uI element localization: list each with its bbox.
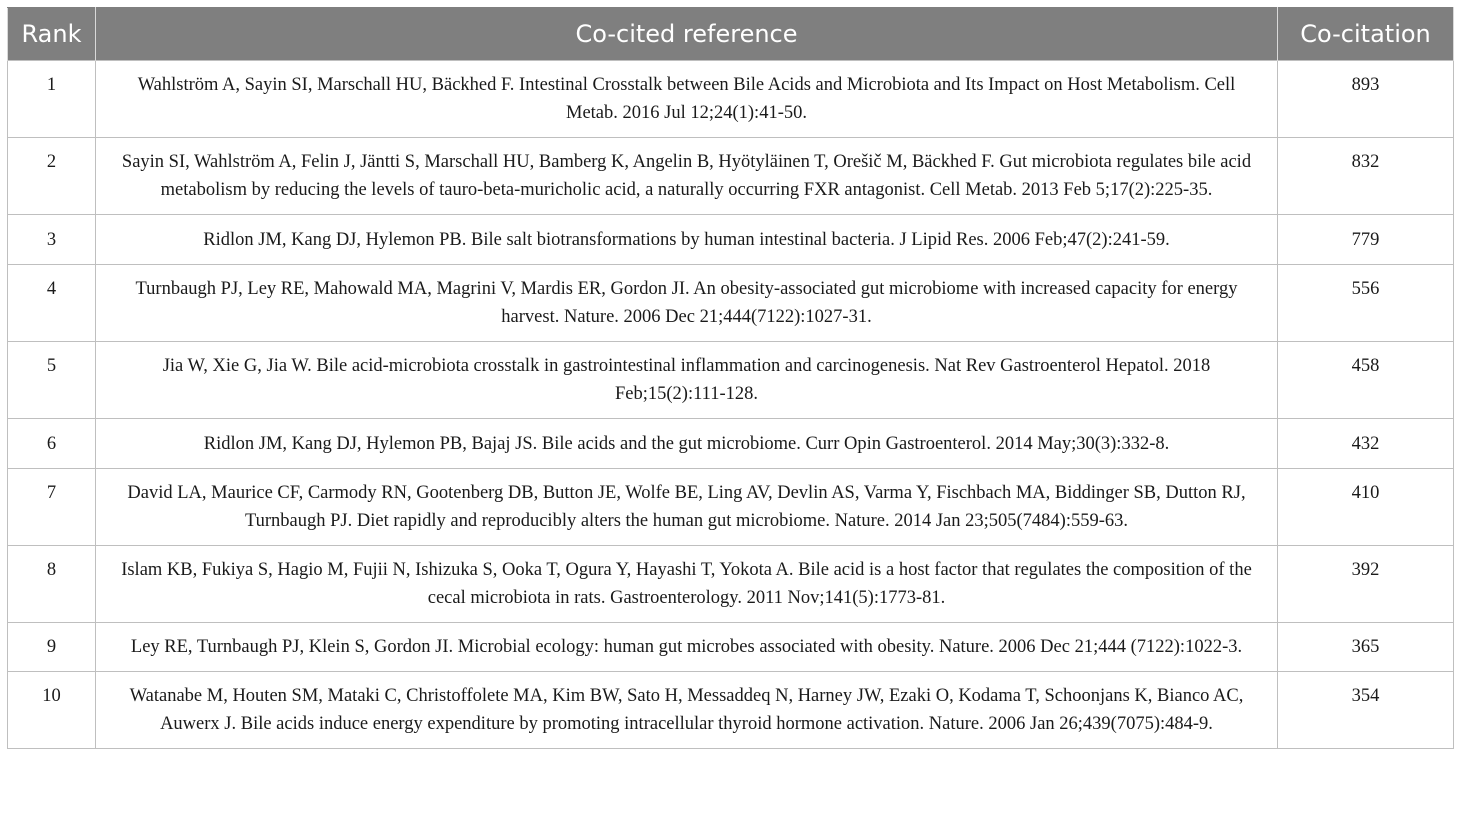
cell-reference: Watanabe M, Houten SM, Mataki C, Christoffolete MA, Kim BW, Sato H, Messaddeq N, Harney JW, Ezaki O, Kodama T, Schoonjans K, Bianco AC, Auwerx J. Bile acids induce energy expenditure by promoting intracellular thyroid hormone activation. Nature. 2006 Jan 26;439(7075):484-9. bbox=[96, 672, 1278, 749]
header-cocitation: Co-citation bbox=[1278, 8, 1454, 61]
cell-reference: Jia W, Xie G, Jia W. Bile acid-microbiota crosstalk in gastrointestinal inflammation and carcinogenesis. Nat Rev Gastroenterol Hepatol. 2018 Feb;15(2):111-128. bbox=[96, 342, 1278, 419]
cell-reference: Wahlström A, Sayin SI, Marschall HU, Bäckhed F. Intestinal Crosstalk between Bile Acids and Microbiota and Its Impact on Host Metabolism. Cell Metab. 2016 Jul 12;24(1):41-50. bbox=[96, 61, 1278, 138]
cell-cocitation: 410 bbox=[1278, 469, 1454, 546]
cell-cocitation: 556 bbox=[1278, 265, 1454, 342]
cell-cocitation: 893 bbox=[1278, 61, 1454, 138]
cell-rank: 3 bbox=[8, 215, 96, 265]
cell-rank: 5 bbox=[8, 342, 96, 419]
cell-rank: 4 bbox=[8, 265, 96, 342]
cell-rank: 8 bbox=[8, 546, 96, 623]
cell-reference: Ridlon JM, Kang DJ, Hylemon PB, Bajaj JS. Bile acids and the gut microbiome. Curr Opin Gastroenterol. 2014 May;30(3):332-8. bbox=[96, 419, 1278, 469]
cell-rank: 6 bbox=[8, 419, 96, 469]
table-row bbox=[8, 265, 1454, 342]
header-row bbox=[8, 8, 1454, 61]
cell-reference: Islam KB, Fukiya S, Hagio M, Fujii N, Ishizuka S, Ooka T, Ogura Y, Hayashi T, Yokota A. Bile acid is a host factor that regulates the composition of the cecal microbiota in rats. Gastroenterology. 2011 Nov;141(5):1773-81. bbox=[96, 546, 1278, 623]
cell-rank: 10 bbox=[8, 672, 96, 749]
cell-cocitation: 779 bbox=[1278, 215, 1454, 265]
cell-reference: Ridlon JM, Kang DJ, Hylemon PB. Bile salt biotransformations by human intestinal bacteria. J Lipid Res. 2006 Feb;47(2):241-59. bbox=[96, 215, 1278, 265]
table-row bbox=[8, 469, 1454, 546]
table-row bbox=[8, 61, 1454, 138]
table-row bbox=[8, 623, 1454, 672]
cell-reference: Turnbaugh PJ, Ley RE, Mahowald MA, Magrini V, Mardis ER, Gordon JI. An obesity-associated gut microbiome with increased capacity for energy harvest. Nature. 2006 Dec 21;444(7122):1027-31. bbox=[96, 265, 1278, 342]
header-reference: Co-cited reference bbox=[96, 8, 1278, 61]
header-rank: Rank bbox=[8, 8, 96, 61]
cell-cocitation: 392 bbox=[1278, 546, 1454, 623]
table-row bbox=[8, 342, 1454, 419]
cell-reference: David LA, Maurice CF, Carmody RN, Gootenberg DB, Button JE, Wolfe BE, Ling AV, Devlin AS, Varma Y, Fischbach MA, Biddinger SB, Dutton RJ, Turnbaugh PJ. Diet rapidly and reproducibly alters the human gut microbiome. Nature. 2014 Jan 23;505(7484):559-63. bbox=[96, 469, 1278, 546]
co-citation-table-container bbox=[7, 7, 1453, 749]
cell-cocitation: 432 bbox=[1278, 419, 1454, 469]
cell-rank: 1 bbox=[8, 61, 96, 138]
cell-reference: Ley RE, Turnbaugh PJ, Klein S, Gordon JI. Microbial ecology: human gut microbes associated with obesity. Nature. 2006 Dec 21;444 (7122):1022-3. bbox=[96, 623, 1278, 672]
table-row bbox=[8, 672, 1454, 749]
co-citation-table bbox=[7, 7, 1454, 749]
table-row bbox=[8, 546, 1454, 623]
cell-cocitation: 458 bbox=[1278, 342, 1454, 419]
table-row bbox=[8, 419, 1454, 469]
table-header bbox=[8, 8, 1454, 61]
table-row bbox=[8, 138, 1454, 215]
table-row bbox=[8, 215, 1454, 265]
cell-reference: Sayin SI, Wahlström A, Felin J, Jäntti S, Marschall HU, Bamberg K, Angelin B, Hyötyläinen T, Orešič M, Bäckhed F. Gut microbiota regulates bile acid metabolism by reducing the levels of tauro-beta-muricholic acid, a naturally occurring FXR antagonist. Cell Metab. 2013 Feb 5;17(2):225-35. bbox=[96, 138, 1278, 215]
cell-cocitation: 354 bbox=[1278, 672, 1454, 749]
cell-cocitation: 365 bbox=[1278, 623, 1454, 672]
cell-rank: 7 bbox=[8, 469, 96, 546]
table-body bbox=[8, 61, 1454, 749]
cell-cocitation: 832 bbox=[1278, 138, 1454, 215]
cell-rank: 2 bbox=[8, 138, 96, 215]
cell-rank: 9 bbox=[8, 623, 96, 672]
